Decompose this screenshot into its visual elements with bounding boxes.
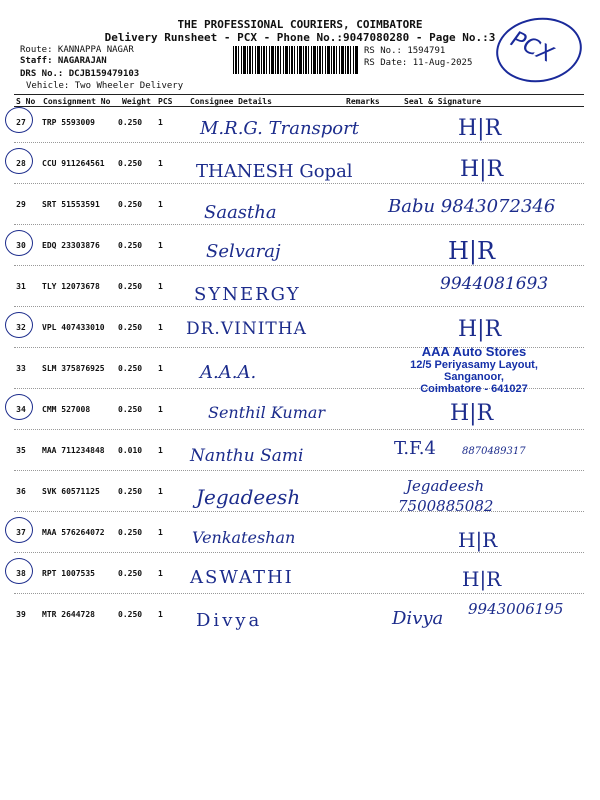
row-sno: 35 xyxy=(16,446,26,455)
row-consignee: THANESH Gopal xyxy=(196,161,353,182)
row-signature: H|R xyxy=(458,116,502,141)
row-consignment: MTR 2644728 xyxy=(42,610,95,619)
row-sign-scribble: Divya xyxy=(392,608,444,629)
table-row xyxy=(0,106,600,146)
row-signature: H|R xyxy=(460,157,504,182)
row-sno: 31 xyxy=(16,282,26,291)
row-pcs: 1 xyxy=(158,528,163,537)
shop-seal-stamp xyxy=(394,344,554,395)
row-signature: H|R xyxy=(458,528,498,552)
row-pcs: 1 xyxy=(158,405,163,414)
row-consignee: ASWATHI xyxy=(190,567,294,588)
row-pcs: 1 xyxy=(158,282,163,291)
row-pcs: 1 xyxy=(158,487,163,496)
row-sno: 29 xyxy=(16,200,26,209)
row-sno: 32 xyxy=(16,323,26,332)
row-consignee: Senthil Kumar xyxy=(208,403,326,422)
row-weight: 0.250 xyxy=(118,323,143,332)
row-consignee: Nanthu Sami xyxy=(190,446,304,466)
route-text: Route: KANNAPPA NAGAR xyxy=(20,45,134,55)
row-sno: 28 xyxy=(16,159,26,168)
row-weight: 0.250 xyxy=(118,241,143,250)
row-consignee: Divya xyxy=(196,610,263,631)
row-signature: H|R xyxy=(462,567,502,591)
row-divider xyxy=(14,429,584,430)
row-consignment: SLM 375876925 xyxy=(42,364,105,373)
row-weight: 0.250 xyxy=(118,282,143,291)
row-weight: 0.250 xyxy=(118,159,143,168)
header-top-rule xyxy=(14,94,584,95)
table-row xyxy=(0,393,600,433)
row-divider xyxy=(14,142,584,143)
runsheet-title: Delivery Runsheet - PCX - Phone No.:9047080280 - Page No.:3 xyxy=(104,31,496,44)
row-weight: 0.250 xyxy=(118,528,143,537)
row-sign-scribble: T.F.4 xyxy=(394,438,436,459)
row-sno: 36 xyxy=(16,487,26,496)
table-row xyxy=(0,270,600,310)
col-pcs: PCS xyxy=(158,97,173,106)
row-sno: 33 xyxy=(16,364,26,373)
row-consignee: A.A.A. xyxy=(200,362,257,383)
rs-number: RS No.: 1594791 xyxy=(364,46,446,56)
row-pcs: 1 xyxy=(158,241,163,250)
table-row xyxy=(0,229,600,269)
table-row xyxy=(0,434,600,474)
row-consignee: Venkateshan xyxy=(192,528,296,547)
row-consignment: MAA 711234848 xyxy=(42,446,105,455)
row-consignee: Selvaraj xyxy=(206,241,281,262)
table-row xyxy=(0,475,600,515)
row-sno: 34 xyxy=(16,405,26,414)
row-sno: 39 xyxy=(16,610,26,619)
row-consignment: TLY 12073678 xyxy=(42,282,100,291)
row-sno: 38 xyxy=(16,569,26,578)
row-consignment: SRT 51553591 xyxy=(42,200,100,209)
col-remarks: Remarks xyxy=(346,97,380,106)
row-divider xyxy=(14,224,584,225)
row-consignment: CMM 527008 xyxy=(42,405,91,414)
table-row xyxy=(0,516,600,556)
row-consignment: SVK 60571125 xyxy=(42,487,100,496)
row-signature: H|R xyxy=(448,237,496,265)
row-weight: 0.010 xyxy=(118,446,143,455)
staff-text: Staff: NAGARAJAN xyxy=(20,56,107,66)
row-signature: H|R xyxy=(458,317,502,342)
row-pcs: 1 xyxy=(158,364,163,373)
row-sign-scribble: Jegadeesh xyxy=(406,477,485,495)
row-consignment: RPT 1007535 xyxy=(42,569,95,578)
row-weight: 0.250 xyxy=(118,200,143,209)
row-consignee: DR.VINITHA xyxy=(186,319,307,339)
row-pcs: 1 xyxy=(158,446,163,455)
row-divider xyxy=(14,511,584,512)
row-divider xyxy=(14,470,584,471)
seal-line-3: Sanganoor, xyxy=(444,371,504,383)
row-pcs: 1 xyxy=(158,569,163,578)
row-sno: 30 xyxy=(16,241,26,250)
row-divider xyxy=(14,265,584,266)
row-consignee: Jegadeesh xyxy=(196,485,301,509)
row-consignment: EDQ 23303876 xyxy=(42,241,100,250)
row-sno: 37 xyxy=(16,528,26,537)
row-divider xyxy=(14,552,584,553)
col-consignment: Consignment No xyxy=(43,97,111,106)
row-consignee: Saastha xyxy=(204,202,277,223)
row-signature: 8870489317 xyxy=(462,446,526,457)
row-signature: Babu 9843072346 xyxy=(388,196,556,217)
row-divider xyxy=(14,593,584,594)
row-weight: 0.250 xyxy=(118,569,143,578)
row-pcs: 1 xyxy=(158,159,163,168)
barcode-image xyxy=(233,46,358,74)
row-consignment: CCU 911264561 xyxy=(42,159,105,168)
row-pcs: 1 xyxy=(158,118,163,127)
col-sno: S No xyxy=(16,97,36,106)
col-consignee: Consignee Details xyxy=(190,97,272,106)
row-consignee: SYNERGY xyxy=(194,284,301,305)
row-signature: H|R xyxy=(450,401,494,426)
table-row xyxy=(0,147,600,187)
seal-line-4: Coimbatore - 641027 xyxy=(420,383,528,395)
drs-number: DRS No.: DCJB159479103 xyxy=(20,69,140,79)
row-weight: 0.250 xyxy=(118,610,143,619)
col-seal: Seal & Signature xyxy=(404,97,482,106)
table-row xyxy=(0,188,600,228)
row-divider xyxy=(14,306,584,307)
table-row xyxy=(0,557,600,597)
company-title: THE PROFESSIONAL COURIERS, COIMBATORE xyxy=(177,18,423,31)
row-signature: 9943006195 xyxy=(468,600,564,618)
row-weight: 0.250 xyxy=(118,487,143,496)
row-consignee: M.R.G. Transport xyxy=(200,118,359,139)
row-weight: 0.250 xyxy=(118,405,143,414)
row-weight: 0.250 xyxy=(118,118,143,127)
pcx-stamp-text: PCX xyxy=(506,26,557,69)
table-row xyxy=(0,598,600,638)
vehicle-text: Vehicle: Two Wheeler Delivery xyxy=(26,81,184,91)
seal-line-1: AAA Auto Stores xyxy=(421,344,527,359)
row-pcs: 1 xyxy=(158,610,163,619)
row-consignment: VPL 407433010 xyxy=(42,323,105,332)
row-sno: 27 xyxy=(16,118,26,127)
row-divider xyxy=(14,183,584,184)
row-signature: 7500885082 xyxy=(398,497,494,515)
row-pcs: 1 xyxy=(158,200,163,209)
col-weight: Weight xyxy=(122,97,151,106)
row-consignment: MAA 576264072 xyxy=(42,528,105,537)
seal-line-2: 12/5 Periyasamy Layout, xyxy=(410,359,538,371)
row-pcs: 1 xyxy=(158,323,163,332)
row-signature: 9944081693 xyxy=(440,274,549,294)
rs-date: RS Date: 11-Aug-2025 xyxy=(364,58,473,68)
row-consignment: TRP 5593009 xyxy=(42,118,95,127)
row-weight: 0.250 xyxy=(118,364,143,373)
